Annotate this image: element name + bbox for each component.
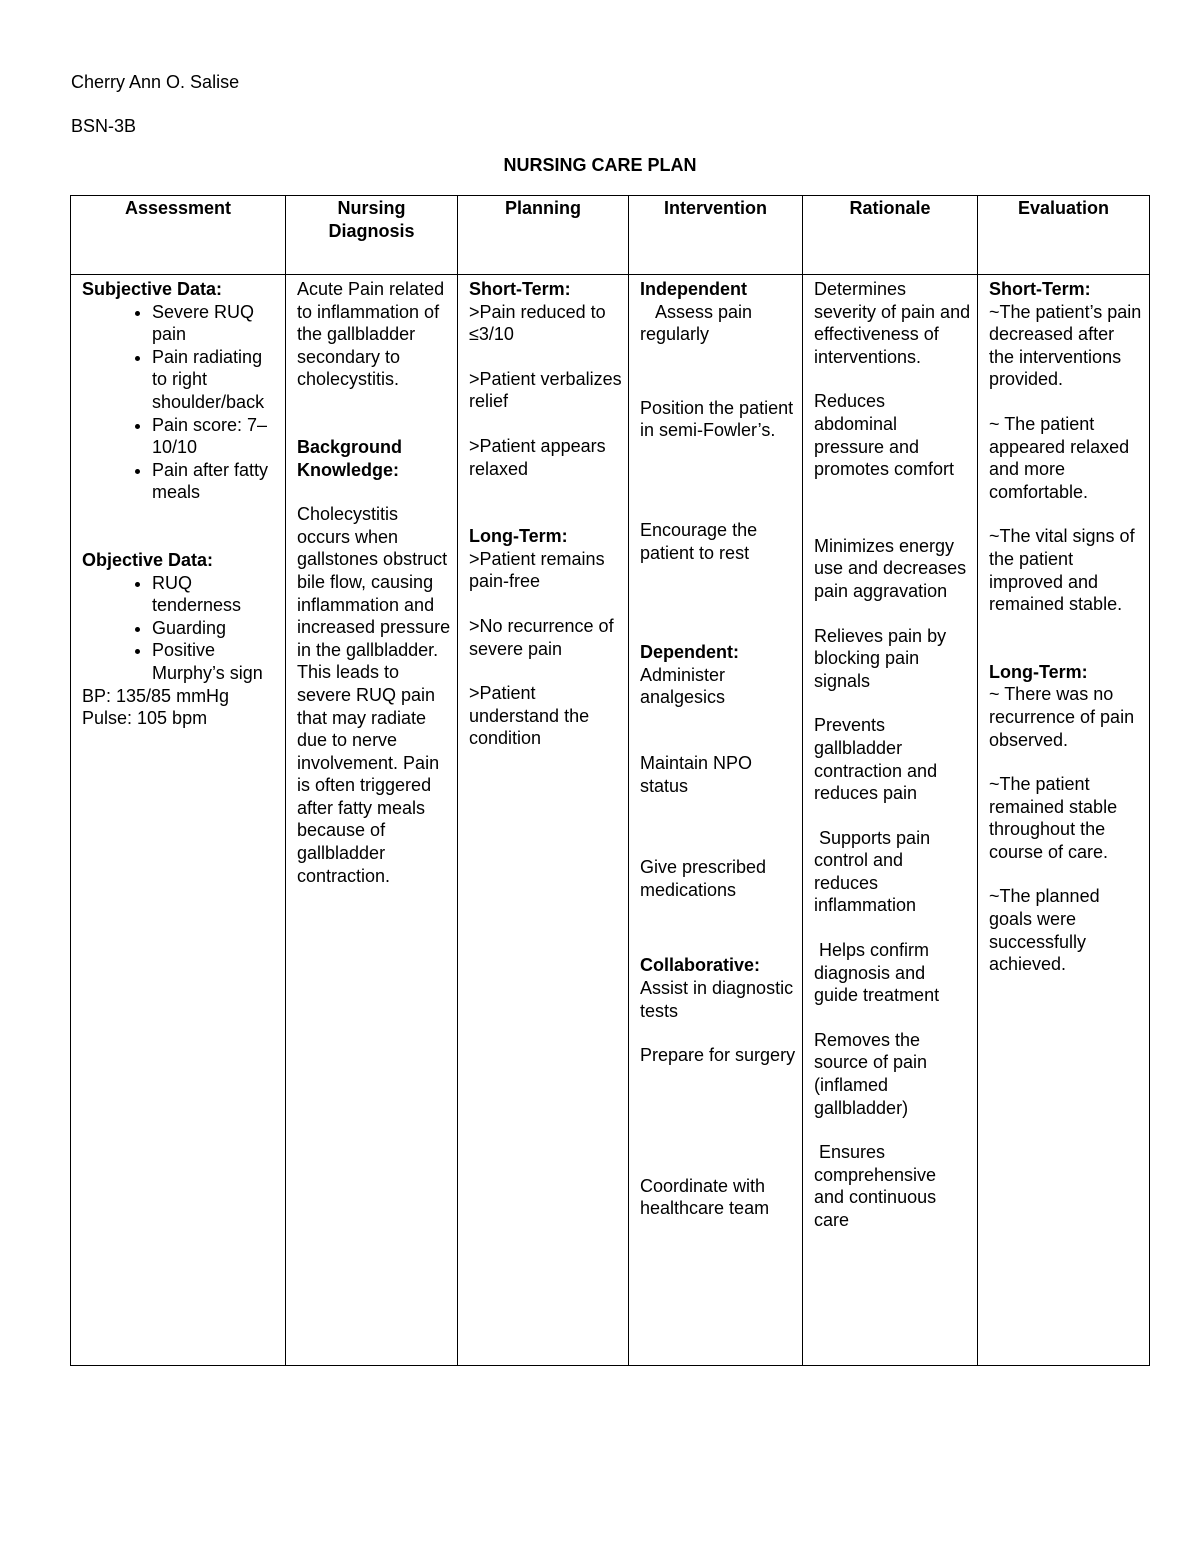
eval-long-term-heading: Long-Term: (989, 661, 1088, 682)
list-item: • RUQ tenderness (152, 572, 279, 617)
evaluation-cell (978, 275, 1150, 1366)
objective-heading: Objective Data: (82, 549, 214, 570)
list-item: • Severe RUQ pain (152, 301, 279, 346)
evaluation-item: ~The patient remained stable throughout the course of care. (989, 774, 1118, 862)
long-term-heading: Long-Term: (469, 526, 568, 547)
list-item: >Pain reduced to ≤3/10 (469, 301, 606, 345)
list-item: • Pain score: 7–10/10 (152, 414, 279, 459)
independent-heading: Independent (640, 279, 747, 299)
short-term-heading: Short-Term: (469, 279, 571, 299)
evaluation-item: ~The patient’s pain decreased after the interventions provided. (989, 301, 1142, 390)
col-header-intervention: Intervention (629, 196, 803, 275)
col-header-evaluation: Evaluation (978, 196, 1150, 275)
list-item: Assist in diagnostic tests (640, 977, 794, 1021)
dependent-heading: Dependent: (640, 642, 739, 663)
list-item: >Patient appears relaxed (469, 435, 606, 479)
evaluation-item: ~The vital signs of the patient improved and remained stable. (989, 526, 1135, 615)
list-item: Prepare for surgery (640, 1045, 796, 1066)
objective-list (82, 572, 279, 685)
col-header-planning: Planning (458, 196, 629, 275)
list-item: Encourage the patient to rest (640, 519, 758, 563)
collaborative-heading: Collaborative: (640, 955, 761, 976)
section-label: BSN-3B (71, 116, 137, 136)
rationale-item: Reduces abdominal pressure and promotes comfort (814, 391, 955, 480)
evaluation-item: ~The planned goals were successfully achieved. (989, 886, 1100, 975)
blood-pressure: BP: 135/85 mmHg (82, 685, 230, 706)
rationale-item: Ensures comprehensive and continuous care (814, 1142, 937, 1230)
list-item: Position the patient in semi-Fowler’s. (640, 397, 794, 441)
evaluation-item: ~ There was no recurrence of pain observed. (989, 684, 1135, 750)
list-item: >No recurrence of severe pain (469, 615, 614, 659)
planning-cell (458, 275, 629, 1366)
list-item: Maintain NPO status (640, 752, 753, 796)
list-item: >Patient verbalizes relief (469, 368, 622, 412)
col-header-diagnosis: Nursing Diagnosis (286, 196, 458, 275)
list-item: >Patient remains pain-free (469, 548, 605, 592)
list-item: Administer analgesics (640, 664, 726, 708)
intervention-cell (629, 275, 803, 1366)
col-header-rationale: Rationale (803, 196, 978, 275)
author-name: Cherry Ann O. Salise (71, 72, 240, 92)
diagnosis-statement: Acute Pain related to inflammation of the gallbladder secondary to cholecystitis. (297, 279, 445, 390)
eval-short-term-heading: Short-Term: (989, 279, 1091, 299)
assessment-cell (71, 275, 286, 1366)
background-heading: Background Knowledge: (297, 436, 403, 480)
list-item: • Pain after fatty meals (152, 459, 279, 504)
rationale-item: Helps confirm diagnosis and guide treatment (814, 940, 940, 1006)
rationale-item: Minimizes energy use and decreases pain aggravation (814, 535, 967, 601)
list-item: • Guarding (152, 617, 279, 640)
rationale-item: Prevents gallbladder contraction and reduces pain (814, 715, 938, 804)
rationale-item: Relieves pain by blocking pain signals (814, 625, 947, 691)
col-header-assessment: Assessment (71, 196, 286, 275)
list-item: >Patient understand the condition (469, 683, 590, 749)
document-title: NURSING CARE PLAN (503, 155, 697, 175)
rationale-item: Supports pain control and reduces inflammation (814, 827, 931, 916)
pulse: Pulse: 105 bpm (82, 708, 208, 729)
subjective-heading: Subjective Data: (82, 279, 223, 299)
list-item: Coordinate with healthcare team (640, 1175, 770, 1219)
background-text: Cholecystitis occurs when gallstones obstruct bile flow, causing inflammation and increased pressure in the gallbladder. This leads to severe RUQ pain that may radiate due to nerve involvement. Pain is often triggered after fatty meals because of gallbladder contraction. (297, 504, 451, 886)
rationale-item: Determines severity of pain and effectiveness of interventions. (814, 279, 971, 367)
diagnosis-cell (286, 275, 458, 1366)
evaluation-item: ~ The patient appeared relaxed and more comfortable. (989, 413, 1130, 502)
rationale-item: Removes the source of pain (inflamed gallbladder) (814, 1029, 928, 1118)
care-plan-table (70, 195, 1150, 1366)
list-item: Give prescribed medications (640, 857, 767, 900)
list-item: • Positive Murphy’s sign (152, 639, 279, 684)
list-item: • Pain radiating to right shoulder/back (152, 346, 279, 414)
content-row (71, 275, 1150, 1366)
list-item: Assess pain regularly (640, 301, 753, 345)
rationale-cell (803, 275, 978, 1366)
subjective-list (82, 301, 279, 504)
header-row (71, 196, 1150, 275)
